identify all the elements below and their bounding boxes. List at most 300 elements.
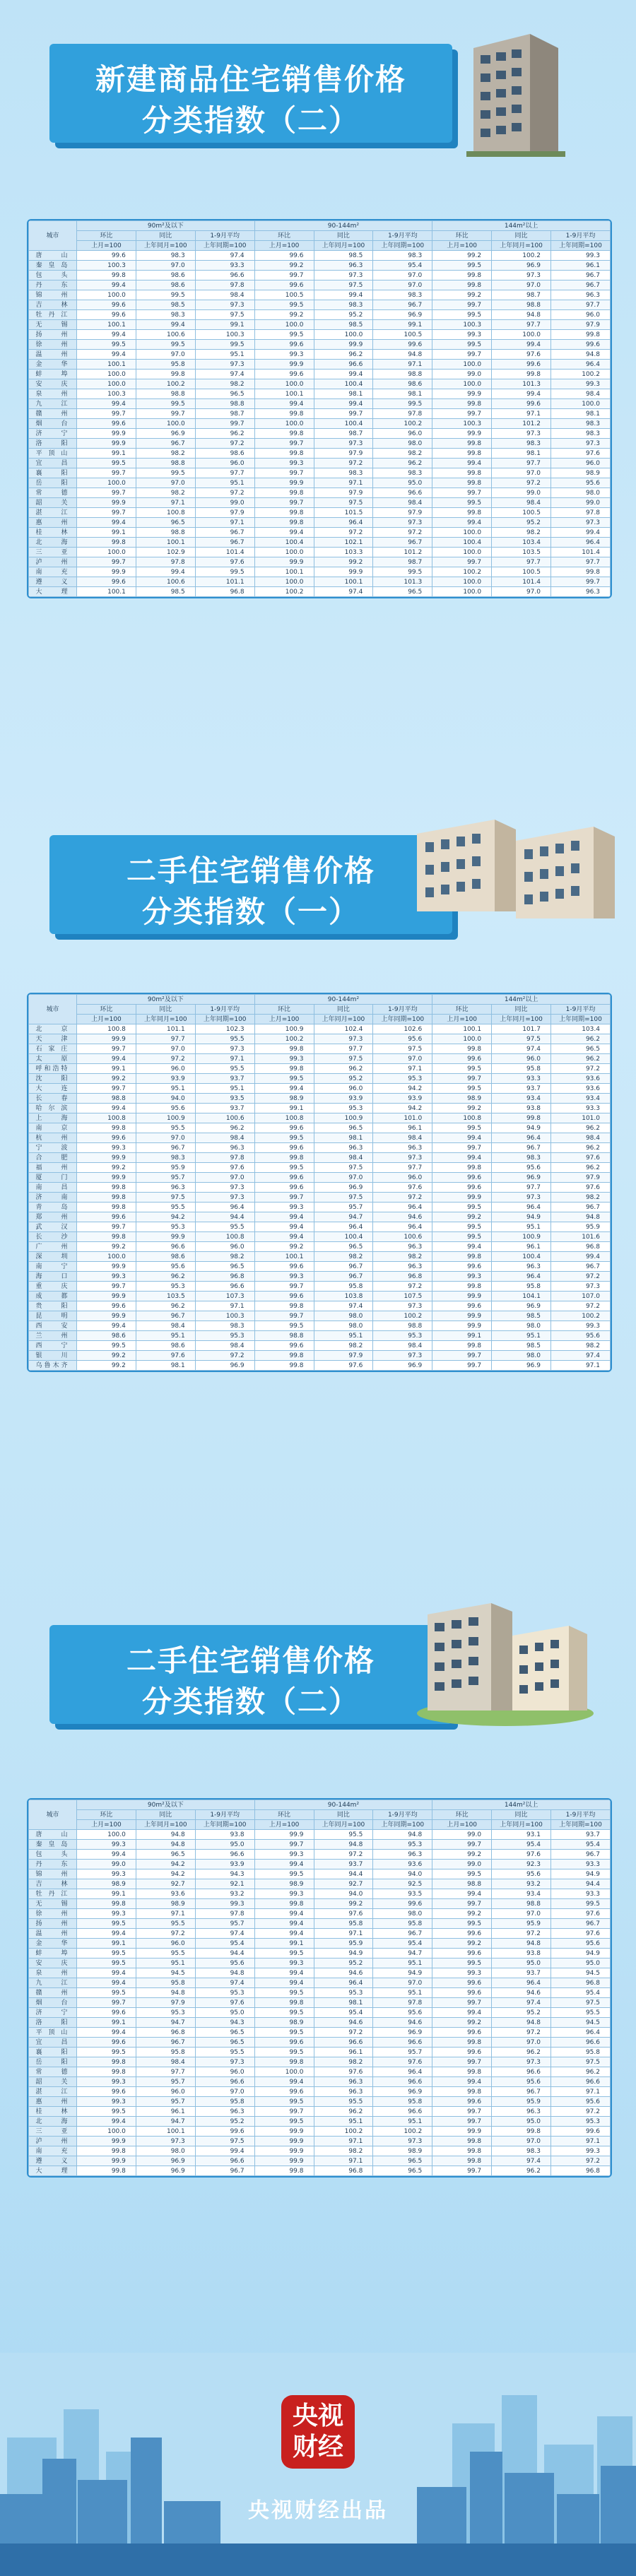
city-cell: 泉 州 <box>29 1968 77 1978</box>
index-cell: 100.1 <box>254 1252 314 1262</box>
index-cell: 99.5 <box>254 1133 314 1143</box>
index-cell: 96.3 <box>136 1183 195 1193</box>
index-cell: 99.6 <box>77 2038 136 2048</box>
index-cell: 96.4 <box>551 2028 611 2038</box>
index-cell: 99.8 <box>432 2146 492 2156</box>
index-cell: 99.1 <box>77 2018 136 2028</box>
index-cell: 100.0 <box>432 548 492 557</box>
index-cell: 98.3 <box>373 468 432 478</box>
index-cell: 97.9 <box>314 449 373 459</box>
table-row <box>29 300 611 310</box>
city-cell: 桂 林 <box>29 2107 77 2117</box>
section-1-table <box>28 220 611 597</box>
index-cell: 98.6 <box>136 1341 195 1351</box>
index-cell: 101.6 <box>551 1232 611 1242</box>
city-cell: 贵 阳 <box>29 1301 77 1311</box>
city-cell: 北 海 <box>29 2117 77 2127</box>
header-base: 上月=100 <box>432 1820 492 1830</box>
index-cell: 99.5 <box>136 290 195 300</box>
index-cell: 95.1 <box>373 1958 432 1968</box>
table-row <box>29 2057 611 2067</box>
index-cell: 97.0 <box>314 1173 373 1183</box>
index-cell: 94.9 <box>314 1949 373 1958</box>
index-cell: 98.8 <box>136 459 195 468</box>
index-cell: 97.8 <box>195 280 254 290</box>
city-cell: 西 宁 <box>29 1341 77 1351</box>
header-sub: 同比 <box>492 1810 551 1820</box>
index-cell: 94.3 <box>195 1869 254 1879</box>
index-cell: 98.3 <box>373 290 432 300</box>
index-cell: 94.7 <box>314 1212 373 1222</box>
index-cell: 99.7 <box>254 2107 314 2117</box>
index-cell: 96.0 <box>373 429 432 439</box>
index-cell: 99.4 <box>432 518 492 528</box>
index-cell: 99.8 <box>432 478 492 488</box>
index-cell: 99.8 <box>254 518 314 528</box>
index-cell: 96.7 <box>551 280 611 290</box>
index-cell: 96.7 <box>314 1262 373 1272</box>
index-cell: 101.2 <box>492 419 551 429</box>
index-cell: 107.5 <box>373 1292 432 1301</box>
index-cell: 99.7 <box>432 1840 492 1850</box>
section-1-title-line1: 新建商品住宅销售价格 <box>95 62 406 97</box>
table-row <box>29 1968 611 1978</box>
index-cell: 99.2 <box>254 1242 314 1252</box>
index-cell: 97.7 <box>314 1044 373 1054</box>
index-cell: 96.2 <box>314 1064 373 1074</box>
index-cell: 99.5 <box>254 2008 314 2018</box>
city-cell: 杭 州 <box>29 1133 77 1143</box>
index-cell: 99.0 <box>432 1830 492 1840</box>
city-cell: 泸 州 <box>29 2137 77 2146</box>
index-cell: 99.9 <box>432 1321 492 1331</box>
index-cell: 98.3 <box>492 2146 551 2156</box>
index-cell: 107.0 <box>551 1292 611 1301</box>
header-group-small: 90m²及以下 <box>77 995 255 1005</box>
index-cell: 99.5 <box>432 1084 492 1094</box>
index-cell: 96.1 <box>551 261 611 271</box>
city-cell: 吉 林 <box>29 300 77 310</box>
index-cell: 100.6 <box>373 1232 432 1242</box>
index-cell: 100.0 <box>254 548 314 557</box>
city-cell: 合 肥 <box>29 1153 77 1163</box>
index-cell: 100.0 <box>77 478 136 488</box>
index-cell: 99.8 <box>551 567 611 577</box>
index-cell: 95.6 <box>551 1331 611 1341</box>
header-sub: 环比 <box>77 231 136 241</box>
city-cell: 湛 江 <box>29 2087 77 2097</box>
city-cell: 蚌 埠 <box>29 1949 77 1958</box>
index-cell: 97.8 <box>195 1909 254 1919</box>
index-cell: 99.9 <box>254 2146 314 2156</box>
index-cell: 94.6 <box>373 2018 432 2028</box>
header-base: 上年同月=100 <box>314 1015 373 1024</box>
index-cell: 100.6 <box>136 330 195 340</box>
index-cell: 94.8 <box>195 1968 254 1978</box>
index-cell: 96.3 <box>373 1143 432 1153</box>
index-cell: 98.4 <box>492 498 551 508</box>
index-cell: 99.6 <box>373 1899 432 1909</box>
index-cell: 93.7 <box>195 1074 254 1084</box>
index-cell: 100.0 <box>432 587 492 597</box>
index-cell: 99.6 <box>77 577 136 587</box>
header-base: 上年同月=100 <box>136 1820 195 1830</box>
city-cell: 岳 阳 <box>29 478 77 488</box>
index-cell: 99.4 <box>432 1889 492 1899</box>
index-cell: 99.7 <box>77 488 136 498</box>
index-cell: 96.9 <box>314 1183 373 1193</box>
index-cell: 99.7 <box>432 1361 492 1371</box>
header-sub: 环比 <box>254 231 314 241</box>
index-cell: 97.5 <box>195 2137 254 2146</box>
city-cell: 南 昌 <box>29 1183 77 1193</box>
index-cell: 99.0 <box>432 1860 492 1869</box>
index-cell: 99.6 <box>254 340 314 350</box>
index-cell: 98.0 <box>492 1351 551 1361</box>
index-cell: 97.0 <box>492 587 551 597</box>
index-cell: 99.3 <box>195 1899 254 1909</box>
city-cell: 扬 州 <box>29 1919 77 1929</box>
index-cell: 99.5 <box>432 310 492 320</box>
index-cell: 96.8 <box>551 1978 611 1988</box>
city-cell: 洛 阳 <box>29 2018 77 2028</box>
city-cell: 徐 州 <box>29 1909 77 1919</box>
index-cell: 98.2 <box>551 1341 611 1351</box>
city-cell: 宁 波 <box>29 1143 77 1153</box>
index-cell: 100.5 <box>373 330 432 340</box>
index-cell: 99.6 <box>432 1054 492 1064</box>
index-cell: 99.8 <box>432 2087 492 2097</box>
index-cell: 100.0 <box>432 360 492 370</box>
table-row <box>29 1163 611 1173</box>
index-cell: 95.5 <box>136 1949 195 1958</box>
index-cell: 93.3 <box>551 1889 611 1899</box>
index-cell: 100.0 <box>432 577 492 587</box>
table-row <box>29 2008 611 2018</box>
index-cell: 95.0 <box>195 2008 254 2018</box>
index-cell: 99.9 <box>254 557 314 567</box>
index-cell: 98.8 <box>492 300 551 310</box>
index-cell: 96.5 <box>136 518 195 528</box>
index-cell: 95.8 <box>373 1919 432 1929</box>
index-cell: 99.8 <box>432 439 492 449</box>
section-3-title-line1: 二手住宅销售价格 <box>126 1643 375 1678</box>
index-cell: 98.7 <box>314 429 373 439</box>
index-cell: 97.4 <box>492 2156 551 2166</box>
index-cell: 99.5 <box>77 2048 136 2057</box>
index-cell: 98.7 <box>492 290 551 300</box>
index-cell: 96.2 <box>314 350 373 360</box>
index-cell: 97.5 <box>373 1044 432 1054</box>
header-sub: 环比 <box>77 1005 136 1015</box>
table-row <box>29 1262 611 1272</box>
index-cell: 99.8 <box>254 488 314 498</box>
index-cell: 100.0 <box>254 419 314 429</box>
index-cell: 100.1 <box>314 577 373 587</box>
index-cell: 99.8 <box>254 2166 314 2176</box>
index-cell: 99.2 <box>77 1163 136 1173</box>
city-cell: 长 沙 <box>29 1232 77 1242</box>
index-cell: 100.2 <box>373 2127 432 2137</box>
index-cell: 100.5 <box>492 508 551 518</box>
index-cell: 98.3 <box>551 429 611 439</box>
table-row <box>29 1860 611 1869</box>
index-cell: 97.3 <box>492 271 551 280</box>
header-base: 上月=100 <box>77 241 136 251</box>
index-cell: 96.4 <box>551 360 611 370</box>
table-row <box>29 1988 611 1998</box>
section-1-title-line2: 分类指数（二） <box>141 103 360 138</box>
table-row <box>29 1054 611 1064</box>
table-row <box>29 1104 611 1113</box>
table-row <box>29 1222 611 1232</box>
index-cell: 98.2 <box>551 1193 611 1203</box>
index-cell: 99.7 <box>432 1351 492 1361</box>
index-cell: 99.7 <box>136 409 195 419</box>
index-cell: 98.4 <box>551 389 611 399</box>
index-cell: 95.7 <box>195 1919 254 1929</box>
index-cell: 96.8 <box>195 1272 254 1282</box>
index-cell: 103.4 <box>551 1024 611 1034</box>
index-cell: 97.0 <box>373 1978 432 1988</box>
index-cell: 99.8 <box>77 1899 136 1909</box>
index-cell: 99.1 <box>77 1939 136 1949</box>
index-cell: 99.3 <box>254 1272 314 1282</box>
index-cell: 94.6 <box>373 1212 432 1222</box>
index-cell: 95.4 <box>551 1988 611 1998</box>
index-cell: 97.6 <box>551 1153 611 1163</box>
index-cell: 97.3 <box>195 1044 254 1054</box>
table-row <box>29 320 611 330</box>
index-cell: 99.8 <box>254 1153 314 1163</box>
header-group-mid: 90-144m² <box>254 995 432 1005</box>
header-base: 上月=100 <box>254 1015 314 1024</box>
index-cell: 95.1 <box>136 1958 195 1968</box>
index-cell: 97.6 <box>492 350 551 360</box>
index-cell: 97.5 <box>551 2057 611 2067</box>
index-cell: 97.0 <box>136 1133 195 1143</box>
index-cell: 99.8 <box>77 271 136 280</box>
index-cell: 95.3 <box>195 1988 254 1998</box>
index-cell: 98.5 <box>492 1341 551 1351</box>
index-cell: 99.4 <box>254 1929 314 1939</box>
table-row <box>29 409 611 419</box>
index-cell: 93.7 <box>314 1860 373 1869</box>
header-base: 上年同期=100 <box>551 1015 611 1024</box>
city-cell: 郑 州 <box>29 1212 77 1222</box>
city-cell: 九 江 <box>29 1978 77 1988</box>
index-cell: 99.8 <box>254 1044 314 1054</box>
index-cell: 99.5 <box>432 1064 492 1074</box>
index-cell: 103.5 <box>136 1292 195 1301</box>
index-cell: 99.8 <box>77 2146 136 2156</box>
index-cell: 96.0 <box>195 1242 254 1252</box>
index-cell: 99.9 <box>254 478 314 488</box>
index-cell: 96.6 <box>195 2077 254 2087</box>
index-cell: 96.6 <box>195 2156 254 2166</box>
city-cell: 常 德 <box>29 2067 77 2077</box>
table-row <box>29 1282 611 1292</box>
table-row <box>29 478 611 488</box>
index-cell: 98.4 <box>136 1321 195 1331</box>
index-cell: 95.3 <box>373 1331 432 1341</box>
header-base: 上年同期=100 <box>195 1015 254 1024</box>
index-cell: 98.0 <box>373 439 432 449</box>
index-cell: 100.2 <box>254 1034 314 1044</box>
index-cell: 100.4 <box>432 538 492 548</box>
city-cell: 大 理 <box>29 587 77 597</box>
index-cell: 98.6 <box>136 1252 195 1262</box>
index-cell: 99.6 <box>432 1929 492 1939</box>
index-cell: 95.1 <box>492 1331 551 1341</box>
index-cell: 95.8 <box>492 1282 551 1292</box>
index-cell: 95.4 <box>373 1939 432 1949</box>
city-cell: 深 圳 <box>29 1252 77 1262</box>
index-cell: 99.5 <box>77 459 136 468</box>
index-cell: 96.3 <box>195 1143 254 1153</box>
index-cell: 99.7 <box>432 2107 492 2117</box>
index-cell: 99.4 <box>195 2146 254 2156</box>
index-cell: 98.1 <box>136 1361 195 1371</box>
index-cell: 98.1 <box>314 1133 373 1143</box>
index-cell: 95.4 <box>195 1939 254 1949</box>
index-cell: 103.8 <box>314 1292 373 1301</box>
index-cell: 99.3 <box>432 1272 492 1282</box>
index-cell: 96.5 <box>551 1044 611 1054</box>
table-row <box>29 2018 611 2028</box>
index-cell: 98.2 <box>492 528 551 538</box>
index-cell: 99.4 <box>77 1968 136 1978</box>
index-cell: 101.4 <box>195 548 254 557</box>
index-cell: 96.2 <box>314 2107 373 2117</box>
index-cell: 95.4 <box>492 1840 551 1850</box>
table-row <box>29 488 611 498</box>
index-cell: 99.2 <box>432 1104 492 1113</box>
index-cell: 100.1 <box>136 2127 195 2137</box>
index-cell: 96.6 <box>551 2038 611 2048</box>
index-cell: 101.7 <box>492 1024 551 1034</box>
index-cell: 96.6 <box>373 2107 432 2117</box>
table-row <box>29 2107 611 2117</box>
table-row <box>29 340 611 350</box>
header-sub: 1-9月平均 <box>195 231 254 241</box>
index-cell: 97.6 <box>195 1998 254 2008</box>
index-cell: 99.5 <box>254 2117 314 2127</box>
header-base: 上年同月=100 <box>492 241 551 251</box>
index-cell: 99.7 <box>77 1084 136 1094</box>
index-cell: 99.3 <box>254 1203 314 1212</box>
index-cell: 94.9 <box>551 1869 611 1879</box>
header-group-large: 144m²以上 <box>432 1800 611 1810</box>
index-cell: 96.6 <box>195 1282 254 1292</box>
index-cell: 93.3 <box>195 261 254 271</box>
header-sub: 1-9月平均 <box>373 1810 432 1820</box>
city-cell: 洛 阳 <box>29 439 77 449</box>
index-cell: 99.4 <box>432 1133 492 1143</box>
index-cell: 93.2 <box>492 1879 551 1889</box>
index-cell: 98.9 <box>551 468 611 478</box>
index-cell: 99.4 <box>254 1919 314 1929</box>
index-cell: 99.4 <box>254 1909 314 1919</box>
index-cell: 98.8 <box>136 389 195 399</box>
index-cell: 100.8 <box>432 1113 492 1123</box>
index-cell: 98.5 <box>136 300 195 310</box>
index-cell: 97.3 <box>492 1193 551 1203</box>
city-cell: 安 庆 <box>29 379 77 389</box>
index-cell: 99.5 <box>77 1958 136 1968</box>
index-cell: 95.3 <box>136 2008 195 2018</box>
index-cell: 93.2 <box>195 1889 254 1899</box>
city-cell: 襄 阳 <box>29 2048 77 2057</box>
table-row <box>29 518 611 528</box>
index-cell: 98.4 <box>373 1341 432 1351</box>
index-cell: 96.5 <box>195 2038 254 2048</box>
index-cell: 98.0 <box>314 1321 373 1331</box>
index-cell: 95.1 <box>136 1331 195 1341</box>
index-cell: 99.4 <box>136 320 195 330</box>
index-cell: 96.8 <box>373 1272 432 1282</box>
index-cell: 98.2 <box>195 1252 254 1262</box>
index-cell: 96.9 <box>373 310 432 320</box>
city-cell: 金 华 <box>29 360 77 370</box>
index-cell: 99.4 <box>77 1104 136 1113</box>
index-cell: 97.1 <box>314 1929 373 1939</box>
index-cell: 99.4 <box>492 389 551 399</box>
header-sub: 环比 <box>254 1005 314 1015</box>
index-cell: 99.4 <box>77 330 136 340</box>
index-cell: 96.4 <box>373 1203 432 1212</box>
city-cell: 牡 丹 江 <box>29 310 77 320</box>
index-cell: 93.4 <box>492 1094 551 1104</box>
index-cell: 96.7 <box>373 300 432 310</box>
table-row <box>29 528 611 538</box>
index-cell: 97.2 <box>492 1929 551 1939</box>
index-cell: 98.4 <box>373 1133 432 1143</box>
index-cell: 94.6 <box>314 1968 373 1978</box>
index-cell: 97.2 <box>551 2156 611 2166</box>
index-cell: 98.2 <box>314 1341 373 1351</box>
index-cell: 96.2 <box>492 2166 551 2176</box>
index-cell: 98.1 <box>314 1998 373 2008</box>
index-cell: 99.5 <box>77 2107 136 2117</box>
index-cell: 99.6 <box>77 300 136 310</box>
index-cell: 96.9 <box>492 1173 551 1183</box>
header-base: 上年同期=100 <box>373 1015 432 1024</box>
index-cell: 103.3 <box>314 548 373 557</box>
city-cell: 温 州 <box>29 350 77 360</box>
index-cell: 97.0 <box>136 478 195 488</box>
index-cell: 99.3 <box>551 2146 611 2156</box>
table-row <box>29 1113 611 1123</box>
index-cell: 92.7 <box>314 1879 373 1889</box>
index-cell: 96.6 <box>314 360 373 370</box>
table-row <box>29 1143 611 1153</box>
index-cell: 94.8 <box>492 2018 551 2028</box>
index-cell: 96.2 <box>373 459 432 468</box>
index-cell: 97.6 <box>551 1909 611 1919</box>
index-cell: 102.9 <box>136 548 195 557</box>
index-cell: 100.5 <box>254 290 314 300</box>
header-city: 城市 <box>29 221 77 251</box>
index-cell: 99.7 <box>432 1998 492 2008</box>
index-cell: 97.3 <box>195 1183 254 1193</box>
header-group-small: 90m²及以下 <box>77 1800 255 1810</box>
index-cell: 94.8 <box>136 1988 195 1998</box>
city-cell: 沈 阳 <box>29 1074 77 1084</box>
table-row <box>29 1321 611 1331</box>
table-row <box>29 310 611 320</box>
city-cell: 北 海 <box>29 538 77 548</box>
